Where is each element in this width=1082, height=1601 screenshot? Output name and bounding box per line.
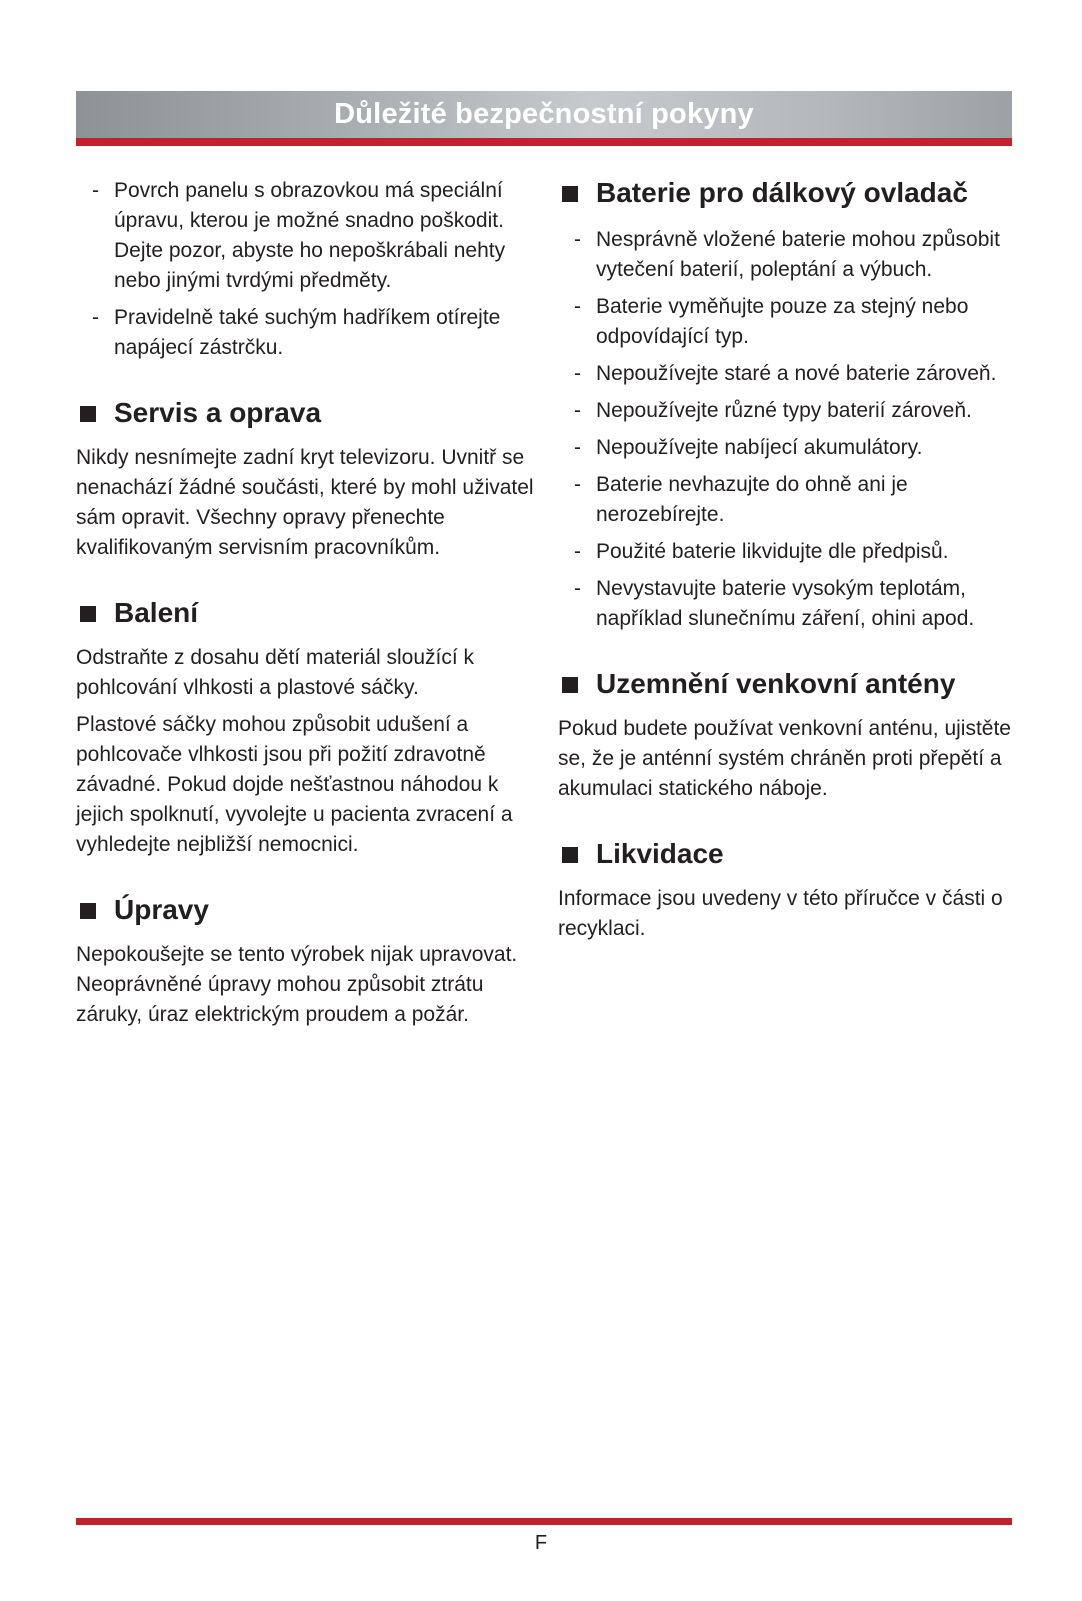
upravy-text: Nepokoušejte se tento výrobek nijak upravovat. Neoprávněné úpravy mohou způsobit ztrátu záruky, úraz elektrickým proudem a požár. [76, 943, 518, 1026]
list-item: - Pravidelně také suchým hadříkem otírejte napájecí zástrčku. [76, 303, 538, 363]
list-item: - Baterie nevhazujte do ohně ani je nerozebírejte. [558, 470, 1020, 530]
section-heading-likvidace: Likvidace [558, 837, 1020, 871]
dash-icon: - [574, 399, 581, 422]
dash-icon: - [574, 362, 581, 385]
page-title: Důležité bezpečnostní pokyny [334, 98, 754, 130]
dash-icon: - [92, 179, 99, 202]
servis-text: Nikdy nesnímejte zadní kryt televizoru. Uvnitř se nenachází žádné součásti, které by mohl uživatel sám opravit. Všechny opravy přenechte kvalifikovaným servisním pracovníkům. [76, 446, 534, 559]
square-bullet-icon [80, 606, 96, 622]
dash-icon: - [574, 228, 581, 251]
dash-icon: - [574, 436, 581, 459]
dash-icon: - [92, 306, 99, 329]
list-item: - Baterie vyměňujte pouze za stejný nebo odpovídající typ. [558, 292, 1020, 352]
likvidace-text: Informace jsou uvedeny v této příručce v části o recyklaci. [558, 887, 1003, 940]
page-header [76, 91, 1012, 138]
square-bullet-icon [80, 406, 96, 422]
list-item: - Nepoužívejte nabíjecí akumulátory. [558, 433, 1020, 463]
section-heading-upravy: Úpravy [76, 893, 538, 927]
square-bullet-icon [562, 847, 578, 863]
baleni-text-1: Odstraňte z dosahu dětí materiál sloužící k pohlcování vlhkosti a plastové sáčky. [76, 646, 475, 699]
footer-accent-bar [76, 1518, 1012, 1525]
section-heading-uzemneni: Uzemnění venkovní antény [558, 667, 1020, 701]
battery-list [558, 225, 1020, 634]
square-bullet-icon [562, 186, 578, 202]
list-item: - Nesprávně vložené baterie mohou způsobit vytečení baterií, poleptání a výbuch. [558, 225, 1020, 285]
list-item: - Nepoužívejte staré a nové baterie zároveň. [558, 359, 1020, 389]
list-item: - Nepoužívejte různé typy baterií zároveň. [558, 396, 1020, 426]
list-item: - Nevystavujte baterie vysokým teplotám, například slunečnímu záření, ohini apod. [558, 574, 1020, 634]
dash-icon: - [574, 473, 581, 496]
list-item: - Použité baterie likvidujte dle předpisů. [558, 537, 1020, 567]
section-heading-baterie: Baterie pro dálkový ovladač [558, 176, 1020, 210]
square-bullet-icon [562, 677, 578, 693]
section-heading-baleni: Balení [76, 596, 538, 630]
dash-icon: - [574, 295, 581, 318]
right-column [558, 176, 1020, 951]
page-number: F [534, 1532, 548, 1554]
screen-care-list [76, 176, 538, 363]
list-item: - Povrch panelu s obrazovkou má speciální úpravu, kterou je možné snadno poškodit. Dejte pozor, abyste ho nepoškrábali nehty nebo jinými tvrdými předměty. [76, 176, 538, 296]
baleni-text-2: Plastové sáčky mohou způsobit udušení a pohlcovače vlhkosti jsou při požití zdravotně závadné. Pokud dojde nešťastnou náhodou k jejich spolknutí, vyvolejte u pacienta zvracení a vyhledejte nejbližší nemocnici. [76, 713, 513, 856]
uzemneni-text: Pokud budete používat venkovní anténu, ujistěte se, že je anténní systém chráněn proti přepětí a akumulaci statického náboje. [558, 717, 1011, 800]
header-accent-bar [76, 138, 1012, 146]
dash-icon: - [574, 540, 581, 563]
square-bullet-icon [80, 903, 96, 919]
left-column [76, 176, 538, 1037]
section-heading-servis: Servis a oprava [76, 396, 538, 430]
dash-icon: - [574, 577, 581, 600]
